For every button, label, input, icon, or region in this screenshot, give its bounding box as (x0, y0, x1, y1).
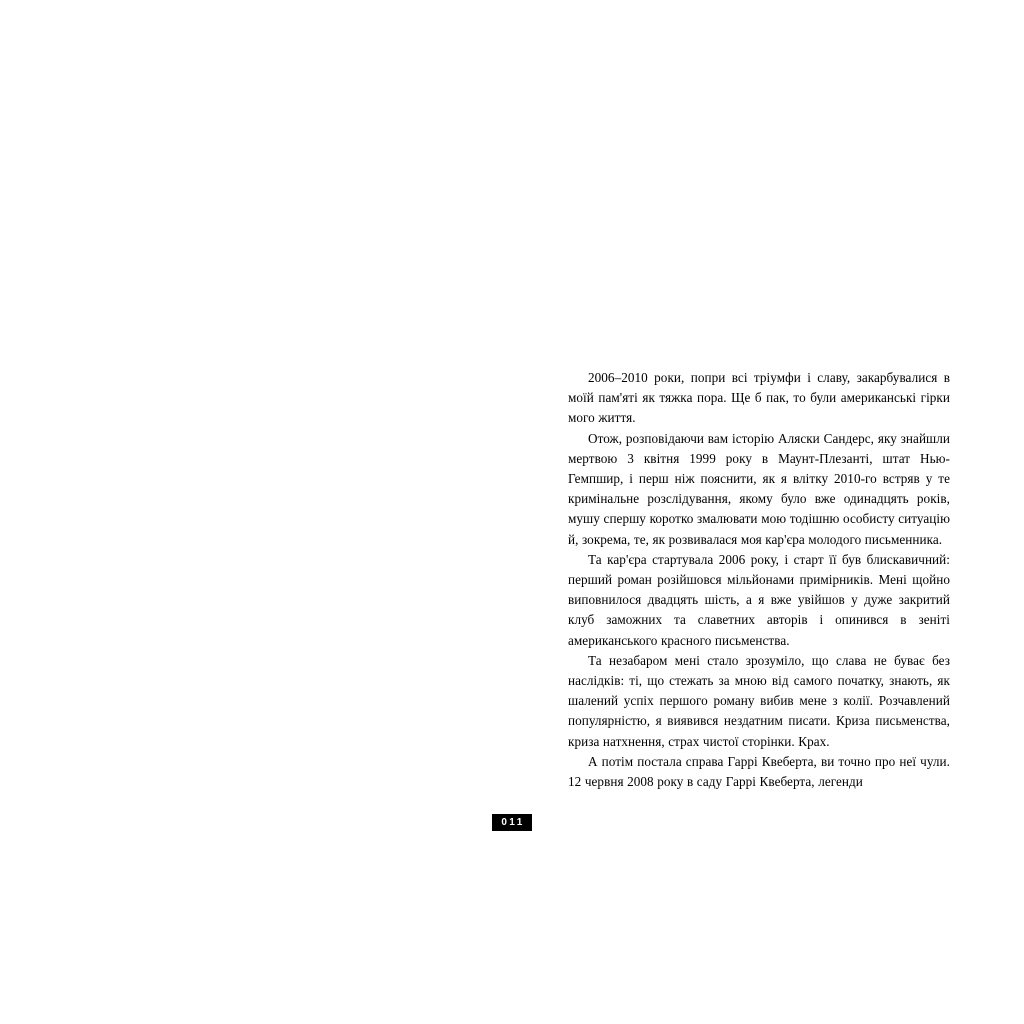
page-footer (0, 812, 1024, 831)
paragraph: 2006–2010 роки, попри всі тріумфи і славу, закарбувалися в моїй пам'яті як тяжка пора. Ще б пак, то були американські гірки мого життя. (568, 370, 950, 426)
body-text-column (568, 368, 950, 792)
paragraph: Отож, розповідаючи вам історію Аляски Сандерс, яку знайшли мертвою 3 квітня 1999 року в Маунт-Плезанті, штат Нью-Гемпшир, і перш ніж пояснити, як я влітку 2010-го встряв у те кримінальне розслідування, якому було вже одинадцять років, мушу спершу коротко змалювати мою тодішню особисту ситуацію й, зокрема, те, як розвивалася моя кар'єра молодого письменника. (568, 430, 950, 547)
paragraph: Та кар'єра стартувала 2006 року, і старт її був блискавичний: перший роман розійшовся мільйонами примірників. Мені щойно виповнилося двадцять шість, а я вже увійшов у дуже закритий клуб заможних та славетних авторів і опинився в зеніті американського красного письменства. (568, 551, 950, 648)
paragraph: А потім постала справа Гаррі Квеберта, ви точно про неї чули. 12 червня 2008 року в саду Гаррі Квеберта, легенди (568, 753, 950, 790)
page-number: 011 (492, 814, 531, 831)
paragraph: Та незабаром мені стало зрозуміло, що слава не буває без наслідків: ті, що стежать за мною від самого початку, знають, як шалений успіх першого роману вибив мене з колії. Розчавлений популярністю, я виявився нездатним писати. Криза письменства, криза натхнення, страх чистої сторінки. Крах. (568, 652, 950, 749)
